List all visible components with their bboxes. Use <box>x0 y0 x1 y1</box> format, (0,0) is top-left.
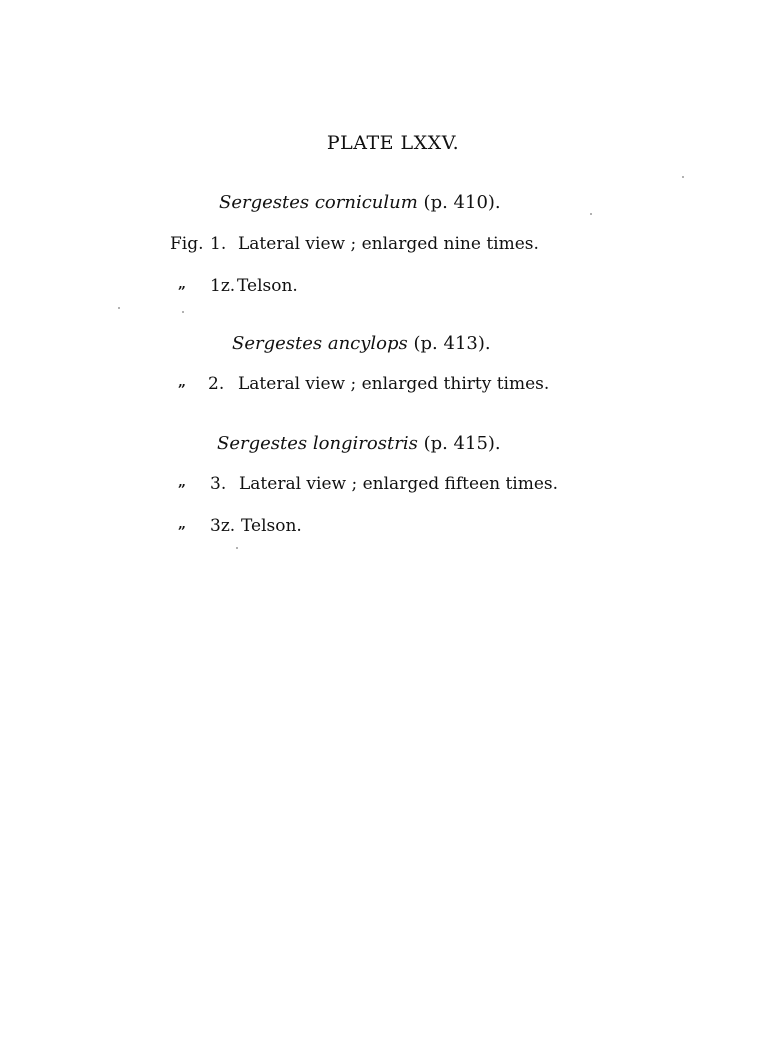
species-name: Sergestes ancylops <box>232 333 408 354</box>
page-reference: (p. 415). <box>423 433 501 454</box>
figure-number: 1z. <box>210 276 236 296</box>
species-name: Sergestes longirostris <box>217 433 418 454</box>
figure-number: 3z. <box>210 516 236 536</box>
page-reference: (p. 413). <box>413 333 491 354</box>
figure-description: Telson. <box>237 276 298 296</box>
ditto-mark: „ <box>178 516 187 532</box>
figure-entry <box>178 276 478 300</box>
figure-entry <box>178 374 598 398</box>
figure-description: Telson. <box>241 516 302 536</box>
figure-number: 2. <box>208 374 225 394</box>
species-heading <box>219 192 501 213</box>
figure-description: Lateral view ; enlarged thirty times. <box>238 374 550 394</box>
scan-speck <box>590 213 592 215</box>
plate-title: PLATE LXXV. <box>326 132 460 154</box>
scan-speck <box>682 176 684 178</box>
figure-number: 1. <box>210 234 227 254</box>
ditto-mark: „ <box>178 276 187 292</box>
figure-description: Lateral view ; enlarged nine times. <box>238 234 539 254</box>
figure-entry <box>178 474 598 498</box>
scan-speck <box>118 307 120 309</box>
scan-speck <box>182 311 184 313</box>
species-heading <box>217 433 501 454</box>
page-reference: (p. 410). <box>423 192 501 213</box>
figure-number: 3. <box>210 474 227 494</box>
species-heading <box>232 333 491 354</box>
figure-entry <box>170 234 590 258</box>
figure-prefix: Fig. <box>170 234 204 254</box>
species-name: Sergestes corniculum <box>219 192 418 213</box>
ditto-mark: „ <box>178 474 187 490</box>
scan-speck <box>236 547 238 549</box>
figure-entry <box>178 516 478 540</box>
figure-description: Lateral view ; enlarged fifteen times. <box>239 474 559 494</box>
ditto-mark: „ <box>178 374 187 390</box>
